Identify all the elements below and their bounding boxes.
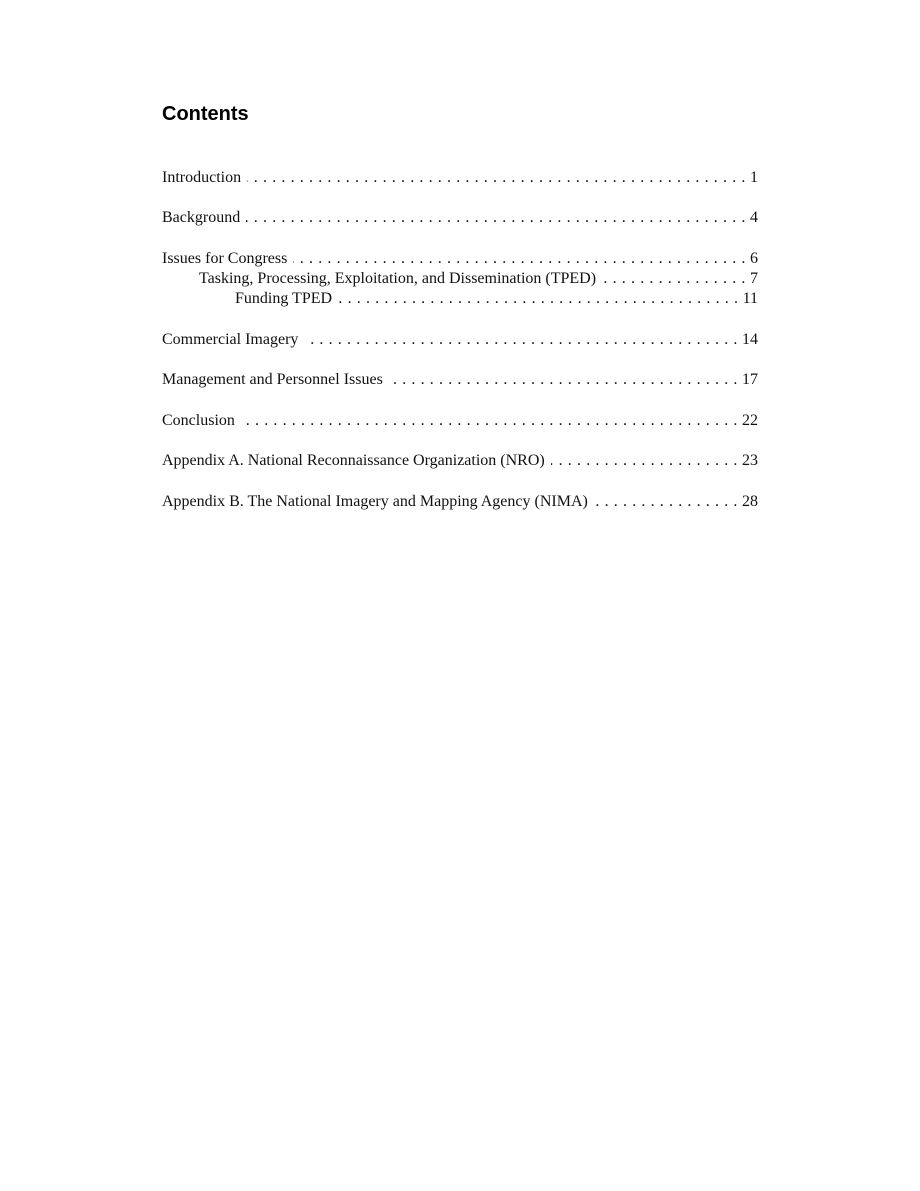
toc-entry-issues-for-congress[interactable] [162,249,758,269]
toc-page-number: 4 [750,209,758,226]
toc-page-number: 14 [742,331,758,348]
toc-entry-label: Conclusion [162,412,235,429]
toc-entry-label: Appendix B. The National Imagery and Mapping Agency (NIMA) [162,493,588,510]
toc-entry-introduction[interactable] [162,168,758,188]
toc-page-number: 17 [742,371,758,388]
toc-entry-label: Funding TPED [235,290,333,307]
leader-dots [551,451,738,471]
leader-dots [594,492,738,512]
toc-page-number: 1 [750,169,758,186]
toc-page-number: 23 [742,452,758,469]
toc-page-number: 11 [742,290,758,307]
toc-entry-background[interactable] [162,208,758,228]
toc-entry-appendix-a[interactable] [162,451,758,471]
toc-entry-appendix-b[interactable] [162,492,758,512]
toc-page-number: 6 [750,250,758,267]
page-title: Contents [162,103,249,125]
leader-dots [293,249,746,269]
toc-entry-funding-tped[interactable] [162,289,758,309]
toc-entry-label: Background [162,209,241,226]
toc-entry-management-personnel[interactable] [162,370,758,390]
toc-page-number: 22 [742,412,758,429]
toc-entry-label: Issues for Congress [162,250,288,267]
toc-entry-commercial-imagery[interactable] [162,330,758,350]
leader-dots [389,370,738,390]
leader-dots [247,168,746,188]
toc-entry-label: Commercial Imagery [162,331,299,348]
toc-page-number: 7 [750,270,758,287]
toc-entry-label: Tasking, Processing, Exploitation, and Dissemination (TPED) [199,270,597,287]
leader-dots [304,330,738,350]
toc-entry-label: Appendix A. National Reconnaissance Organization (NRO) [162,452,545,469]
toc-entry-tped[interactable] [162,269,758,289]
toc-page-number: 28 [742,493,758,510]
leader-dots [241,411,738,431]
toc-entry-label: Introduction [162,169,242,186]
leader-dots [246,208,746,228]
toc-entry-label: Management and Personnel Issues [162,371,383,388]
toc-entry-conclusion[interactable] [162,411,758,431]
leader-dots [602,269,746,289]
leader-dots [338,289,739,309]
